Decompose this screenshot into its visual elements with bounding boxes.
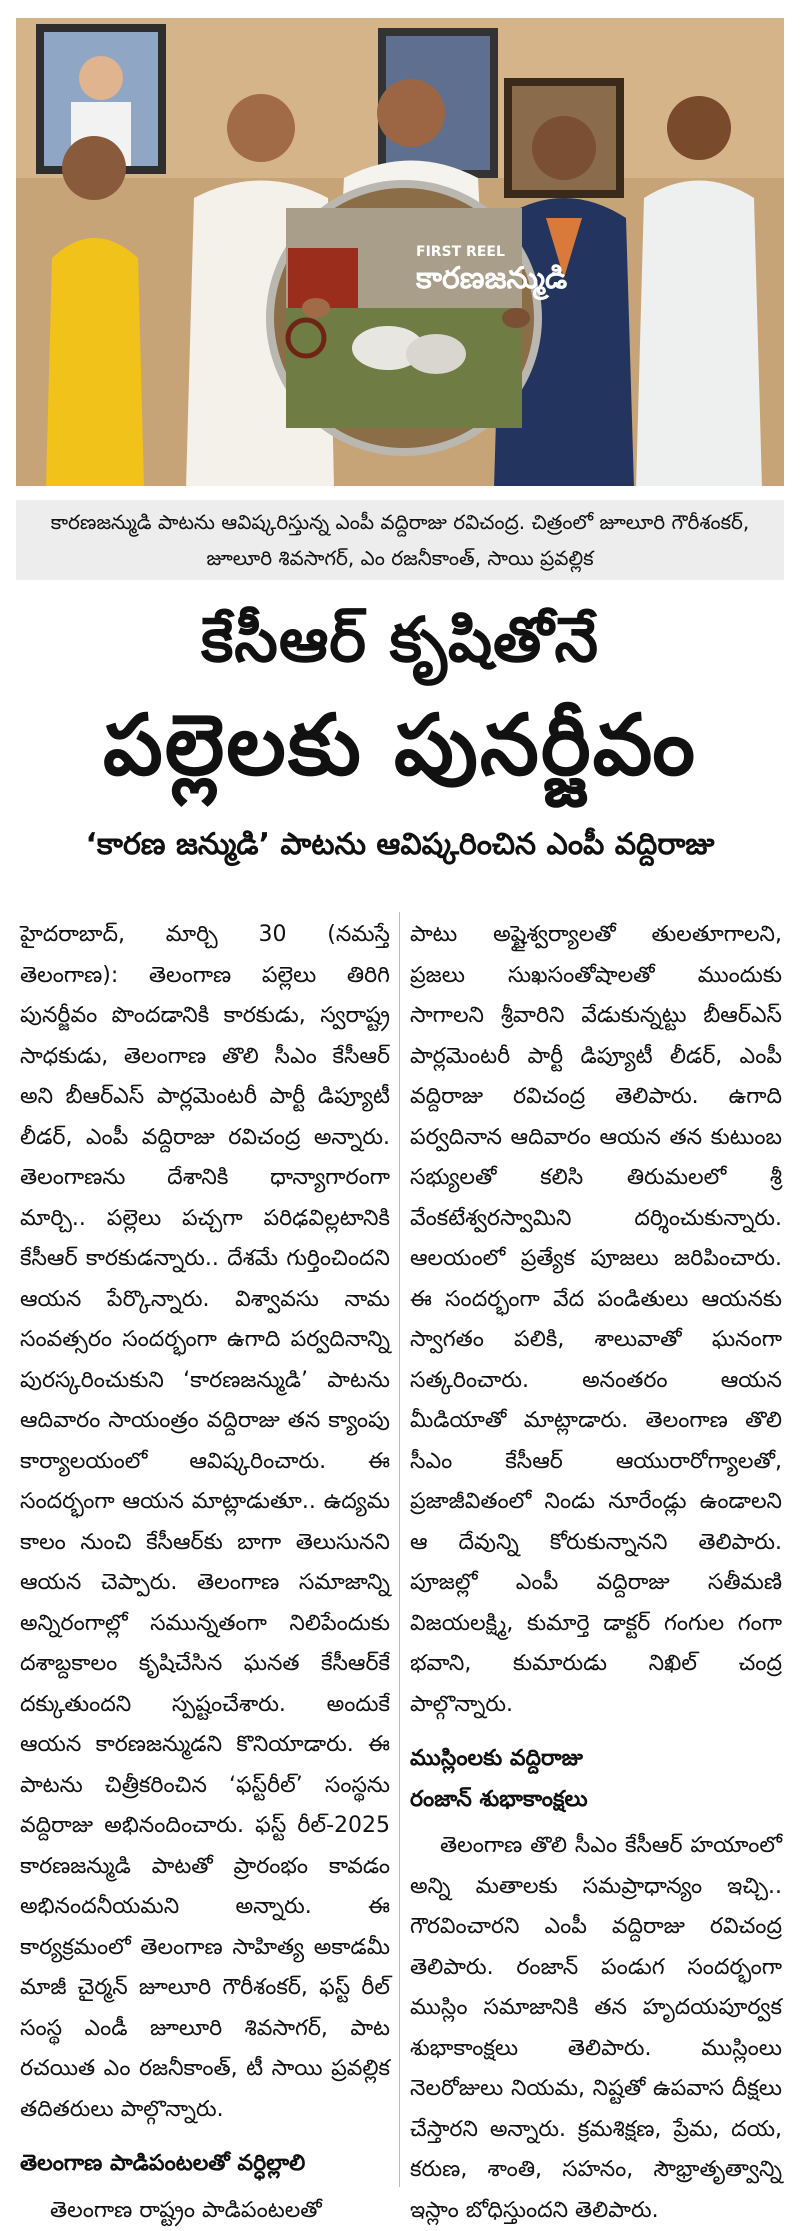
news-photo	[16, 18, 784, 486]
photo-caption: కారణజన్ముడి పాటను ఆవిష్కరిస్తున్న ఎంపీ వద్దిరాజు రవిచంద్ర. చిత్రంలో జూలూరి గౌరీశంకర్, జూలూరి శివసాగర్, ఎం రజనీకాంత్, సాయి ప్రవల్లిక	[16, 500, 784, 580]
headline-line2: పల్లెలకు పునర్జీవం	[0, 690, 800, 800]
right-column	[410, 915, 782, 2231]
article-paragraph: తెలంగాణ రాష్ట్రం పాడిపంటలతో	[20, 2191, 390, 2231]
poster-title: కారణజన్ముడి	[415, 261, 567, 301]
article-paragraph: హైదరాబాద్, మార్చి 30 (నమస్తే తెలంగాణ): తెలంగాణ పల్లెలు తిరిగి పునర్జీవం పొందడానికి కారకుడు, స్వరాష్ట్ర సాధకుడు, తెలంగాణ తొలి సీఎం కేసీఆర్ అని బీఆర్ఎస్ పార్లమెంటరీ పార్టీ డిప్యూటీ లీడర్, ఎంపీ వద్దిరాజు రవిచంద్ర అన్నారు. తెలంగాణను దేశానికి ధాన్యాగారంగా మార్చి.. పల్లెలు పచ్చగా పరిఢవిల్లటానికి కేసీఆర్ కారకుడన్నారు.. దేశమే గుర్తించిందని ఆయన పేర్కొన్నారు. విశ్వావసు నామ సంవత్సరం సందర్భంగా ఉగాది పర్వదినాన్ని పురస్కరించుకుని ‘కారణజన్ముడి’ పాటను ఆదివారం సాయంత్రం వద్దిరాజు తన క్యాంపు కార్యాలయంలో ఆవిష్కరించారు. ఈ సందర్భంగా ఆయన మాట్లాడుతూ.. ఉద్యమ కాలం నుంచి కేసీఆర్‌కు బాగా తెలుసునని ఆయన చెప్పారు. తెలంగాణ సమాజాన్ని అన్నిరంగాల్లో సమున్నతంగా నిలిపేందుకు దశాబ్దకాలం కృషిచేసిన ఘనత కేసీఆర్‌కే దక్కుతుందని స్పష్టంచేశారు. అందుకే ఆయన కారణజన్ముడని కొనియాడారు. ఈ పాటను చిత్రీకరించిన ‘ఫస్ట్‌రీల్’ సంస్థను వద్దిరాజు అభినందించారు. ఫస్ట్ రీల్-2025 కారణజన్ముడి పాటతో ప్రారంభం కావడం అభినందనీయమని అన్నారు. ఈ కార్యక్రమంలో తెలంగాణ సాహిత్య అకాడమీ మాజీ చైర్మన్ జూలూరి గౌరీశంకర్, ఫస్ట్ రీల్ సంస్థ ఎండీ జూలూరి శివసాగర్, పాట రచయిత ఎం రజనీకాంత్, టీ సాయి ప్రవల్లిక తదితరులు పాల్గొన్నారు.	[20, 915, 390, 2130]
column-divider	[399, 912, 400, 2187]
left-column	[20, 915, 390, 2231]
section-subheading: ముస్లింలకు వద్దిరాజు	[410, 1739, 782, 1780]
section-subheading: రంజాన్ శుభాకాంక్షలు	[410, 1780, 782, 1821]
section-subheading: తెలంగాణ పాడిపంటలతో వర్ధిల్లాలి	[20, 2144, 390, 2185]
headline-line1: కేసీఆర్ కృషితోనే	[0, 600, 800, 680]
article-paragraph: పాటు అష్టైశ్వర్యాలతో తులతూగాలని, ప్రజలు సుఖసంతోషాలతో ముందుకు సాగాలని శ్రీవారిని వేడుకున్నట్టు బీఆర్ఎస్ పార్లమెంటరీ పార్టీ డిప్యూటీ లీడర్, ఎంపీ వద్దిరాజు రవిచంద్ర తెలిపారు. ఉగాది పర్వదినాన ఆదివారం ఆయన తన కుటుంబ సభ్యులతో కలిసి తిరుమలలో శ్రీ వేంకటేశ్వరస్వామిని దర్శించుకున్నారు. ఆలయంలో ప్రత్యేక పూజలు జరిపించారు. ఈ సందర్భంగా వేద పండితులు ఆయనకు స్వాగతం పలికి, శాలువాతో ఘనంగా సత్కరించారు. అనంతరం ఆయన మీడియాతో మాట్లాడారు. తెలంగాణ తొలి సీఎం కేసీఆర్ ఆయురారోగ్యాలతో, ప్రజాజీవితంలో నిండు నూరేండ్లు ఉండాలని ఆ దేవున్ని కోరుకున్నానని తెలిపారు. పూజల్లో ఎంపీ వద్దిరాజు సతీమణి విజయలక్ష్మి, కుమార్తె డాక్టర్ గంగుల గంగా భవాని, కుమారుడు నిఖిల్ చంద్ర పాల్గొన్నారు.	[410, 915, 782, 1725]
subheadline: ‘కారణ జన్ముడి’ పాటను ఆవిష్కరించిన ఎంపీ వద్దిరాజు	[0, 822, 800, 868]
article-paragraph: తెలంగాణ తొలి సీఎం కేసీఆర్ హయాంలో అన్ని మతాలకు సమప్రాధాన్యం ఇచ్చి.. గౌరవించారని ఎంపీ వద్దిరాజు రవిచంద్ర తెలిపారు. రంజాన్ పండుగ సందర్భంగా ముస్లిం సమాజానికి తన హృదయపూర్వక శుభాకాంక్షలు తెలిపారు. ముస్లింలు నెలరోజులు నియమ, నిష్టతో ఉపవాస దీక్షలు చేస్తారని అన్నారు. క్రమశిక్షణ, ప్రేమ, దయ, కరుణ, శాంతి, సహనం, సౌభ్రాతృత్వాన్ని ఇస్లాం బోధిస్తుందని తెలిపారు.	[410, 1826, 782, 2231]
poster-top-text: FIRST REEL	[416, 244, 505, 260]
